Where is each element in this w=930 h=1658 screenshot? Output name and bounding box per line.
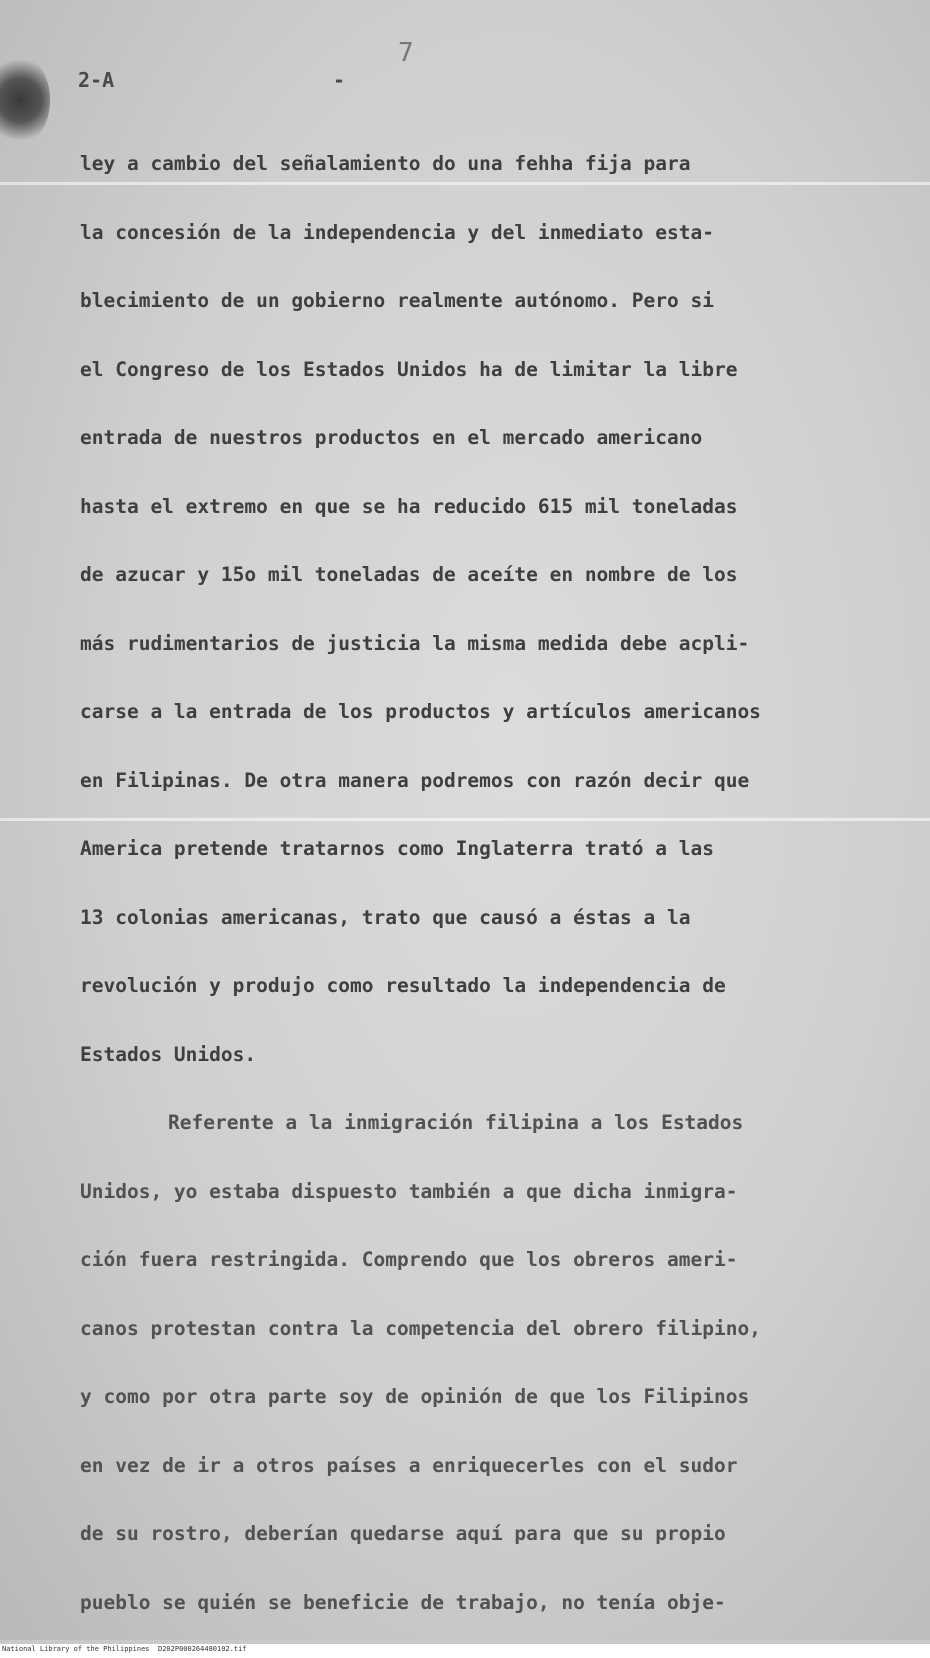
text-line: Unidos, yo estaba dispuesto también a que dicha inmigra- bbox=[80, 1179, 738, 1203]
text-line: revolución y produjo como resultado la independencia de bbox=[80, 974, 726, 997]
punch-hole bbox=[0, 55, 50, 145]
text-line: ción fuera restringida. Comprendo que los obreros ameri- bbox=[80, 1248, 738, 1271]
file-id: D202P000264480102.tif bbox=[158, 1645, 247, 1653]
text-line: la concesión de la independencia y del inmediato esta- bbox=[80, 220, 714, 244]
header-dash: - bbox=[333, 68, 346, 92]
text-line: en vez de ir a otros países a enriquecerles con el sudor bbox=[80, 1453, 738, 1477]
text-line: de azucar y 15o mil toneladas de aceíte en nombre de los bbox=[80, 563, 738, 586]
text-line: pueblo se quién se beneficie de trabajo, no tenía obje- bbox=[80, 1590, 726, 1614]
text-line: el Congreso de los Estados Unidos ha de limitar la libre bbox=[80, 357, 738, 381]
header-mark: 7 bbox=[398, 38, 414, 68]
text-line: más rudimentarios de justicia la misma medida debe acpli- bbox=[80, 631, 750, 655]
text-line: America pretende tratarnos como Inglaterra trató a las bbox=[80, 837, 714, 860]
text-line: Estados Unidos. bbox=[80, 1042, 257, 1066]
scan-footer bbox=[0, 1644, 930, 1658]
text-line: ley a cambio del señalamiento do una fehha fija para bbox=[80, 152, 691, 175]
text-line: hasta el extremo en que se ha reducido 615 mil toneladas bbox=[80, 494, 738, 518]
text-line: entrada de nuestros productos en el mercado americano bbox=[80, 426, 703, 449]
page-label: 2-A bbox=[78, 68, 115, 92]
paragraph-2 bbox=[80, 1089, 880, 1637]
text-line: blecimiento de un gobierno realmente autónomo. Pero si bbox=[80, 289, 714, 312]
document-body bbox=[80, 130, 880, 1637]
text-line: canos protestan contra la competencia del obrero filipino, bbox=[80, 1316, 761, 1340]
text-line: 13 colonias americanas, trato que causó a éstas a la bbox=[80, 905, 691, 929]
text-line: en Filipinas. De otra manera podremos con razón decir que bbox=[80, 768, 750, 792]
text-line: carse a la entrada de los productos y artículos americanos bbox=[80, 700, 761, 723]
paragraph-1 bbox=[80, 130, 880, 1089]
text-line: Referente a la inmigración filipina a los Estados bbox=[168, 1111, 744, 1134]
text-line: de su rostro, deberían quedarse aquí para que su propio bbox=[80, 1522, 726, 1545]
library-credit: National Library of the Philippines bbox=[2, 1645, 150, 1653]
text-line: y como por otra parte soy de opinión de que los Filipinos bbox=[80, 1385, 750, 1408]
